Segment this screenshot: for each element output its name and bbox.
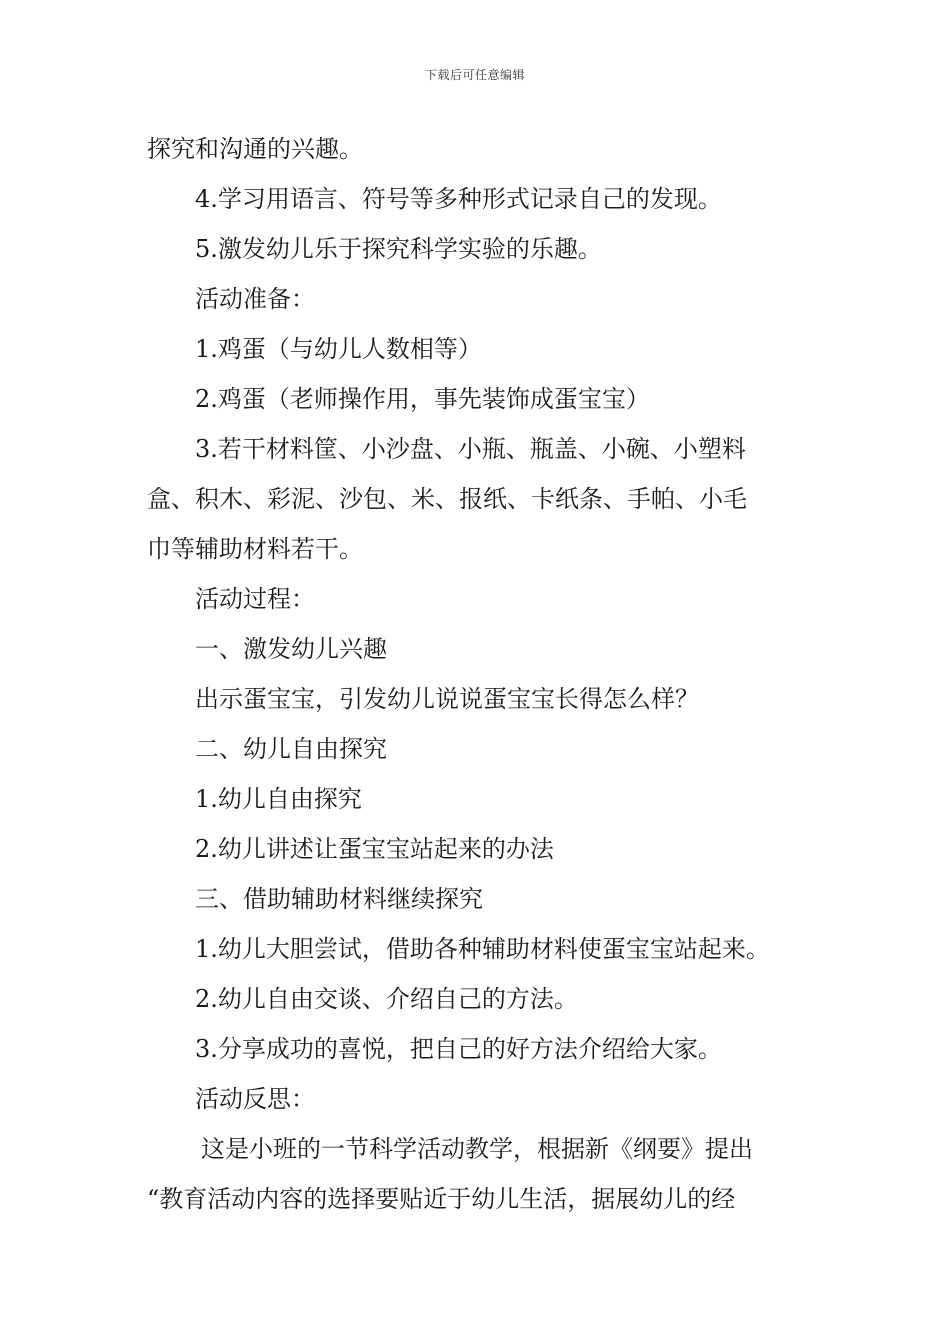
paragraph-line: 3.分享成功的喜悦，把自己的好方法介绍给大家。 [195,1035,722,1063]
document-body [147,124,807,1224]
paragraph-line: 1.幼儿自由探究 [195,785,362,813]
page-header: 下载后可任意编辑 [424,68,525,82]
paragraph-line: 盒、积木、彩泥、沙包、米、报纸、卡纸条、手帕、小毛 [147,485,747,513]
paragraph-line: 探究和沟通的兴趣。 [147,135,363,163]
paragraph-line: 3.若干材料筐、小沙盘、小瓶、瓶盖、小碗、小塑料 [195,435,746,463]
subsection-heading: 二、幼儿自由探究 [195,735,387,763]
paragraph-line: “教育活动内容的选择要贴近于幼儿生活，据展幼儿的经 [147,1185,736,1213]
paragraph-line: 这是小班的一节科学活动教学，根据新《纲要》提出 [201,1135,753,1163]
paragraph-line: 巾等辅助材料若干。 [147,535,363,563]
subsection-heading: 三、借助辅助材料继续探究 [195,885,483,913]
paragraph-line: 2.幼儿自由交谈、介绍自己的方法。 [195,985,578,1013]
paragraph-line: 4.学习用语言、符号等多种形式记录自己的发现。 [195,185,722,213]
paragraph-line: 2.幼儿讲述让蛋宝宝站起来的办法 [195,835,554,863]
paragraph-line: 出示蛋宝宝，引发幼儿说说蛋宝宝长得怎么样？ [195,685,699,713]
paragraph-line: 1.鸡蛋（与幼儿人数相等） [195,335,482,363]
subsection-heading: 一、激发幼儿兴趣 [195,635,387,663]
paragraph-line: 5.激发幼儿乐于探究科学实验的乐趣。 [195,235,602,263]
section-heading: 活动过程： [195,585,315,613]
section-heading: 活动反思： [195,1085,315,1113]
paragraph-line: 1.幼儿大胆尝试，借助各种辅助材料使蛋宝宝站起来。 [195,935,770,963]
section-heading: 活动准备： [195,285,315,313]
paragraph-line: 2.鸡蛋（老师操作用，事先装饰成蛋宝宝） [195,385,650,413]
